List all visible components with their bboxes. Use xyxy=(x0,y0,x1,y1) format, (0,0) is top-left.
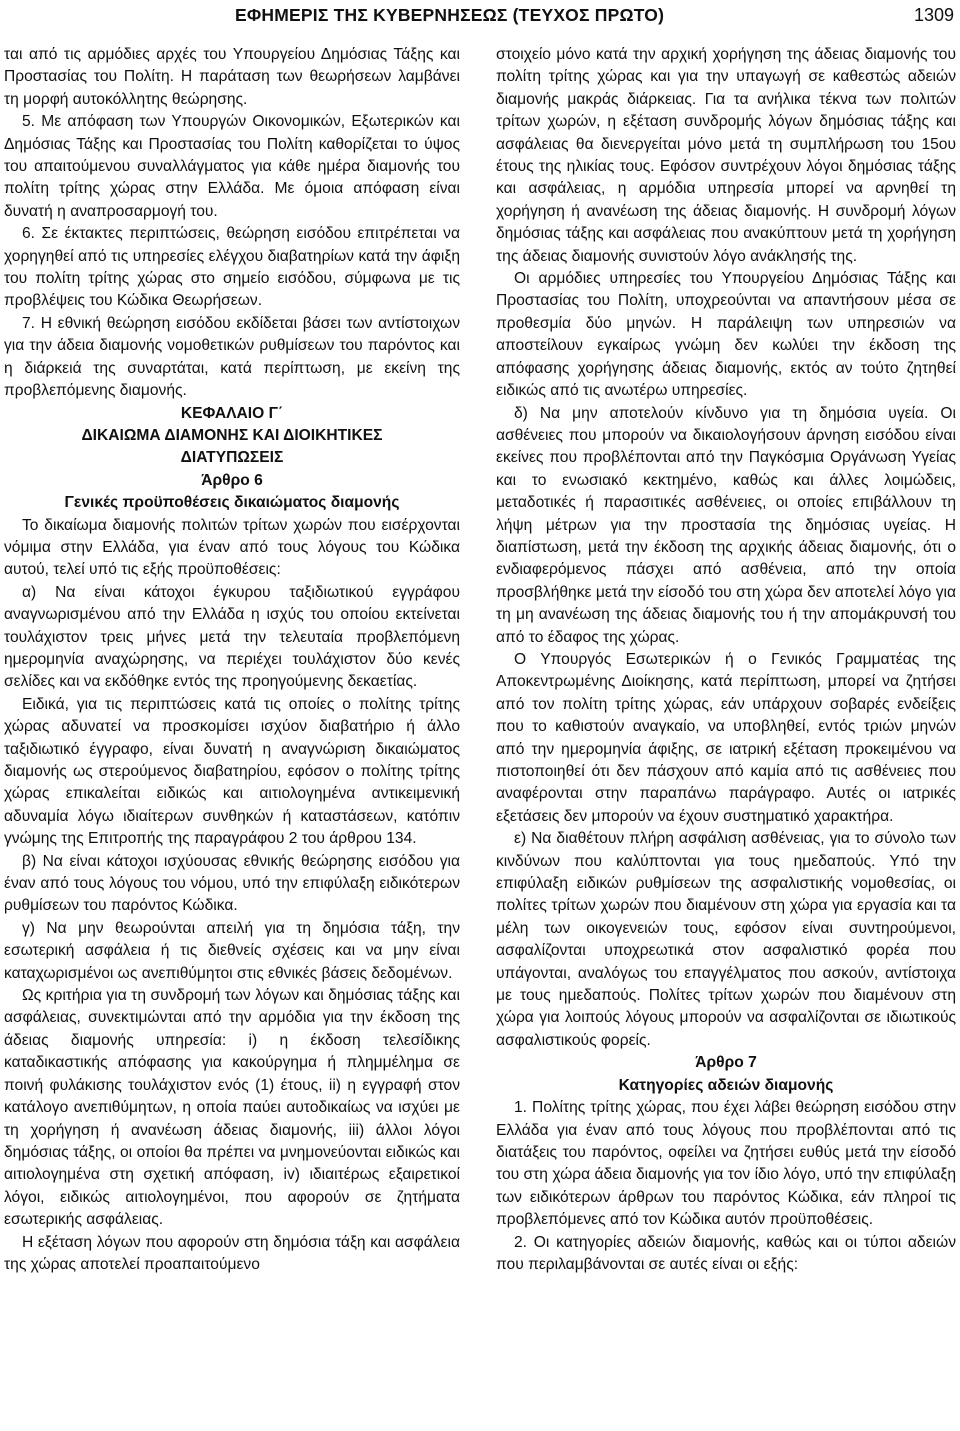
paragraph: ε) Να διαθέτουν πλήρη ασφάλιση ασθένειας, για το σύνολο των κινδύνων που καλύπτονται για τους ημεδαπούς. Υπό την επιφύλαξη ειδικών ρυθμίσεων της ασφαλιστικής νομοθεσίας, οι πολίτες τρίτων χωρών που διαμένουν στη χώρα για εργασία και τα μέλη των οικογενειών τους, εφόσον είναι συντηρούμενοι, ασφαλίζονται υποχρεωτικά στον ασφαλιστικό φορέα που υπάγονται, αναλόγως του επαγγέλματος που ασκούν, αντίστοιχα με τους ημεδαπούς. Πολίτες τρίτων χωρών που διαμένουν στη χώρα για λοιπούς λόγους μπορούν να ασφαλίζονται σε ιδιωτικούς ασφαλιστικούς φορείς. xyxy=(496,830,956,1049)
paragraph: ται από τις αρμόδιες αρχές του Υπουργείου Δημόσιας Τάξης και Προστασίας του Πολίτη. Η παράταση των θεωρήσεων λαμβάνει τη μορφή αυτοκόλλητης θεώρησης. xyxy=(4,46,460,108)
chapter-title-line2: ΔΙΑΤΥΠΩΣΕΙΣ xyxy=(180,449,284,467)
paragraph: Οι αρμόδιες υπηρεσίες του Υπουργείου Δημόσιας Τάξης και Προστασίας του Πολίτη, υποχρεούνται να απαντήσουν μέσα σε προθεσμία δύο μηνών. Η παράλειψη των υπηρεσιών να αποστείλουν εγκαίρως γνώμη δεν κωλύει την έκδοση της απόφασης χορήγησης άδειας διαμονής, εκτός αν τούτο ζητηθεί ειδικώς από τις ανωτέρω υπηρεσίες. xyxy=(496,270,956,400)
paragraph: Η εξέταση λόγων που αφορούν στη δημόσια τάξη και ασφάλεια της χώρας αποτελεί προαπαιτούμενο xyxy=(4,1233,460,1273)
paragraph: δ) Να μην αποτελούν κίνδυνο για τη δημόσια υγεία. Οι ασθένειες που μπορούν να δικαιολογήσουν άρνηση εισόδου είναι εκείνες που προβλέπονται από την Παγκόσμια Οργάνωση Υγείας και το ενωσιακό κεκτημένο, καθώς και άλλες λοιμώδεις, μεταδοτικές ή παρασιτικές ασθένειες, οι οποίες επιβάλλουν τη λήψη μέτρων για την προστασία της δημόσιας υγείας. Η διαπίστωση, μετά την έκδοση της αρχικής άδειας διαμονής, ότι ο ενδιαφερόμενος πάσχει από ασθένεια, από την οποία προσβλήθηκε μετά την είσοδό του στη χώρα δεν αποτελεί λόγο για τη μη ανανέωση της άδειας διαμονής του ή την απομάκρυνσή του από το έδαφος της χώρας. xyxy=(496,404,956,646)
paragraph: 5. Με απόφαση των Υπουργών Οικονομικών, Εξωτερικών και Δημόσιας Τάξης και Προστασίας του Πολίτη καθορίζεται το ύψος του απαιτούμενου συναλλάγματος για κάθε ημέρα διαμονής του πολίτη τρίτης χώρας στην Ελλάδα. Με όμοια απόφαση είναι δυνατή η αναπροσαρμογή του. xyxy=(4,113,460,220)
paragraph: Το δικαίωμα διαμονής πολιτών τρίτων χωρών που εισέρχονται νόμιμα στην Ελλάδα, για έναν από τους λόγους του Κώδικα αυτού, τελεί υπό τις εξής προϋποθέσεις: xyxy=(4,516,460,579)
right-column xyxy=(496,44,956,1276)
paragraph: 6. Σε έκτακτες περιπτώσεις, θεώρηση εισόδου επιτρέπεται να χορηγηθεί από τις υπηρεσίες ελέγχου διαβατηρίων κατά την άφιξη του πολίτη τρίτης χώρας στο σημείο εισόδου, σύμφωνα με τις προβλέψεις του Κώδικα Θεωρήσεων. xyxy=(4,225,460,310)
chapter-label: ΚΕΦΑΛΑΙΟ Γ΄ xyxy=(180,404,284,422)
article-label: Άρθρο 6 xyxy=(201,471,263,489)
left-column xyxy=(4,44,460,1276)
article-title: Κατηγορίες αδειών διαμονής xyxy=(618,1076,834,1094)
paragraph: 1. Πολίτης τρίτης χώρας, που έχει λάβει θεώρηση εισόδου στην Ελλάδα για έναν από τους λόγους που προβλέπονται από τις διατάξεις του παρόντος, οφείλει να ζητήσει ευθύς μετά την είσοδό του στη χώρα άδεια διαμονής για τον ίδιο λόγο, υπό την επιφύλαξη των ειδικότερων άρθρων του παρόντος Κώδικα, εάν πληροί τις προβλεπόμενες από τον Κώδικα αυτόν προϋποθέσεις. xyxy=(496,1099,956,1229)
paragraph: γ) Να μην θεωρούνται απειλή για τη δημόσια τάξη, την εσωτερική ασφάλεια ή τις διεθνείς σχέσεις και να μην είναι καταχωρισμένοι ως ανεπιθύμητοι στις εθνικές βάσεις δεδομένων. xyxy=(4,919,460,982)
paragraph: β) Να είναι κάτοχοι ισχύουσας εθνικής θεώρησης εισόδου για έναν από τους λόγους του νόμου, υπό την επιφύλαξη ειδικότερων ρυθμίσεων του παρόντος Κώδικα. xyxy=(4,852,460,915)
article-title: Γενικές προϋποθέσεις δικαιώματος διαμονής xyxy=(64,494,400,512)
paragraph: Ο Υπουργός Εσωτερικών ή ο Γενικός Γραμματέας της Αποκεντρωμένης Διοίκησης, κατά περίπτωση, μπορεί να ζητήσει από τον πολίτη τρίτης χώρας, εάν υπάρχουν σοβαρές ενδείξεις που το καθιστούν αναγκαίο, να υποβληθεί, εντός τριών μηνών από την ημερομηνία άφιξης, σε ιατρική εξέταση προκειμένου να πιστοποιηθεί ότι δεν πάσχουν από καμία από τις ασθένειες που αναφέρονται στην παραπάνω παράγραφο. Αυτές οι ιατρικές εξετάσεις δεν μπορούν να έχουν συστηματικό χαρακτήρα. xyxy=(496,650,956,825)
paragraph: Ειδικά, για τις περιπτώσεις κατά τις οποίες ο πολίτης τρίτης χώρας αδυνατεί να προσκομίσει ισχύον διαβατήριο ή άλλο ταξιδιωτικό έγγραφο, είναι δυνατή η αναγνώριση δικαιώματος διαμονής ως στερούμενος διαβατηρίου, εφόσον ο πολίτης τρίτης χώρας επικαλείται ειδικώς και αιτιολογημένα αντικειμενική αδυναμία λόγω ιδιαίτερων συνθηκών ή καταστάσεων, κατόπιν γνώμης της Επιτροπής της παραγράφου 2 του άρθρου 134. xyxy=(4,695,460,848)
paragraph: 7. Η εθνική θεώρηση εισόδου εκδίδεται βάσει των αντίστοιχων για την άδεια διαμονής νομοθετικών ρυθμίσεων του παρόντος και η διάρκειά της συναρτάται, κατά περίπτωση, με εκείνη της προβλεπόμενης διαμονής. xyxy=(4,314,460,400)
page-header xyxy=(0,0,960,32)
paragraph: 2. Οι κατηγορίες αδειών διαμονής, καθώς και οι τύποι αδειών που περιλαμβάνονται σε αυτές είναι οι εξής: xyxy=(496,1233,956,1273)
page-number: 1309 xyxy=(913,5,954,25)
paragraph: α) Να είναι κάτοχοι έγκυρου ταξιδιωτικού εγγράφου αναγνωρισμένου από την Ελλάδα η ισχύς του οποίου εκτείνεται τουλάχιστον τρεις μήνες μετά την τελευταία προβλεπόμενη ημερομηνία αναχώρησης, να περιέχει τουλάχιστον δύο κενές σελίδες και να εκδόθηκε εντός της προηγούμενης δεκαετίας. xyxy=(4,583,460,691)
article-label: Άρθρο 7 xyxy=(695,1054,757,1072)
chapter-title: ΔΙΚΑΙΩΜΑ ΔΙΑΜΟΝΗΣ ΚΑΙ ΔΙΟΙΚΗΤΙΚΕΣ xyxy=(81,426,383,444)
paragraph: Ως κριτήρια για τη συνδρομή των λόγων και δημόσιας τάξης και ασφάλειας, συνεκτιμώνται από την αρμόδια για την έκδοση της άδειας διαμονής υπηρεσία: i) η έκδοση τελεσίδικης καταδικαστικής απόφασης για κακούργημα ή πλημμέλημα σε ποινή φυλάκισης τουλάχιστον ενός (1) έτους, ii) η εγγραφή στον κατάλογο ανεπιθύμητων, η οποία παύει αυτοδικαίως να ισχύει με τη χορήγηση ή ανανέωση άδειας διαμονής, iii) άλλοι λόγοι δημόσιας τάξης, οι οποίοι θα πρέπει να μνημονεύονται ειδικώς και αιτιολογημένα στη σχετική απόφαση, iv) ιδιαιτέρως εξαιρετικοί λόγοι, ειδικώς αιτιολογημένοι, που αφορούν σε ζητήματα εσωτερικής ασφάλειας. xyxy=(4,987,460,1229)
gazette-title: ΕΦΗΜΕΡΙΣ ΤΗΣ ΚΥΒΕΡΝΗΣΕΩΣ (ΤΕΥΧΟΣ ΠΡΩΤΟ) xyxy=(235,5,665,25)
paragraph: στοιχείο μόνο κατά την αρχική χορήγηση της άδειας διαμονής του πολίτη τρίτης χώρας και για την υπαγωγή σε καθεστώς αδειών διαμονής μακράς διάρκειας. Για τα ανήλικα τέκνα των πολιτών τρίτων χωρών, η εξέταση συνδρομής λόγων δημόσιας τάξης και ασφάλειας θα διενεργείται μόνο μετά τη συμπλήρωση του 15ου έτους της ηλικίας τους. Εφόσον συντρέχουν λόγοι δημόσιας τάξης και ασφάλειας, η αρμόδια υπηρεσία μπορεί να αρνηθεί τη χορήγηση ή ανανέωση της άδειας διαμονής. Η συνδρομή λόγων δημόσιας τάξης και ασφάλειας που ανακύπτουν μετά τη χορήγηση της άδειας διαμονής συνιστούν λόγο ανάκλησής της. xyxy=(496,46,956,265)
